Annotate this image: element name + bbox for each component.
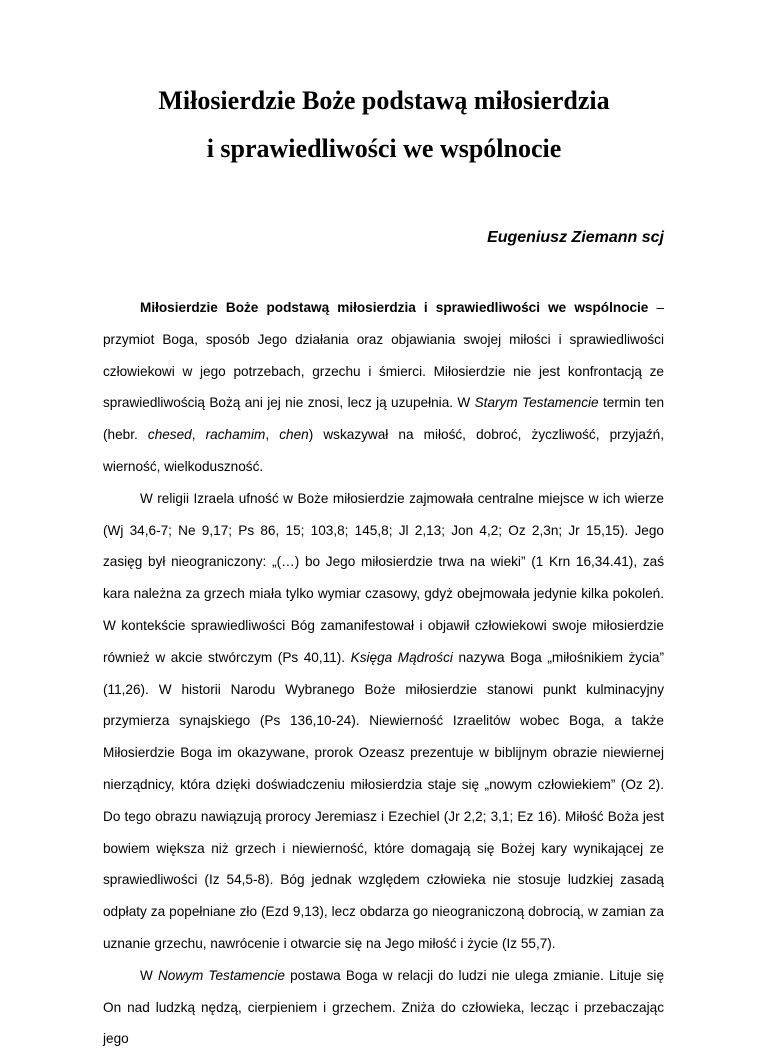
paragraph-2-text-2: nazywa Boga „miłośnikiem życia” (11,26). W historii Narodu Wybranego Boże miłosierdzie stanowi punkt kulminacyjny przymierza synajskiego (Ps 136,10-24). Niewierność Izraelitów wobec Boga, a także Miłosierdzie Boga im okazywane, prorok Ozeasz prezentuje w biblijnym obrazie niewiernej nierządnicy, która dzięki doświadczeniu miłosierdzia staje się „nowym człowiekiem” (Oz 2). Do tego obrazu nawiązują prorocy Jeremiasz i Ezechiel (Jr 2,2; 3,1; Ez 16). Miłość Boża jest bowiem większa niż grzech i niewierność, które domagają się Bożej kary wynikającej ze sprawiedliwości (Iz 54,5-8). Bóg jednak względem człowieka nie stosuje ludzkiej zasadą odpłaty za popełniane zło (Ezd 9,13), lecz obdarza go nieograniczoną dobrocią, w zamian za uznanie grzechu, nawrócenie i otwarcie się na Jego miłość i życie (Iz 55,7).	[103, 649, 664, 951]
paragraph-1-text-2: termin ten (hebr.	[103, 395, 665, 443]
paragraph-1-italic-2: chesed	[147, 427, 192, 443]
paragraph-2-italic-1: Księga Mądrości	[350, 649, 453, 665]
paragraph-2	[103, 483, 664, 960]
paragraph-3	[103, 960, 664, 1055]
paragraph-1	[103, 292, 664, 483]
paragraph-1-italic-1: Starym Testamencie	[474, 395, 599, 411]
paragraph-3-text-2: postawa Boga w relacji do ludzi nie ulega zmianie. Lituje się On nad ludzką nędzą, cierpieniem i grzechem. Zniża do człowieka, lecząc i przebaczając jego	[103, 967, 665, 1047]
author-name: Eugeniusz Ziemann scj	[487, 229, 664, 246]
document-body	[103, 292, 664, 1055]
paragraph-1-text-4: ,	[265, 427, 280, 443]
paragraph-1-italic-4: chen	[279, 427, 309, 443]
paragraph-1-italic-3: rachamim	[205, 427, 266, 443]
paragraph-2-text-1: W religii Izraela ufność w Boże miłosierdzie zajmowała centralne miejsce w ich wierze (Wj 34,6-7; Ne 9,17; Ps 86, 15; 103,8; 145,8; Jl 2,13; Jon 4,2; Oz 2,3n; Jr 15,15). Jego zasięg był nieograniczony: „(…) bo Jego miłosierdzie trwa na wieki” (1 Krn 16,34.41), zaś kara należna za grzech miała tylko wymiar czasowy, gdyż obejmowała jedynie kilka pokoleń. W kontekście sprawiedliwości Bóg zamanifestował i objawił człowiekowi swoje miłosierdzie również w akcie stwórczym (Ps 40,11).	[103, 490, 664, 665]
paragraph-1-text-1: – przymiot Boga, sposób Jego działania oraz objawiania swojej miłości i sprawiedliwości człowiekowi w jego potrzebach, grzechu i śmierci. Miłosierdzie nie jest konfrontacją ze sprawiedliwością Bożą ani jej nie znosi, lecz ją uzupełnia. W	[103, 300, 665, 411]
paragraph-1-text-3: ,	[191, 427, 206, 443]
paragraph-3-text-1: W	[140, 967, 158, 983]
paragraph-1-text-5: ) wskazywał na miłość, dobroć, życzliwość, przyjaźń, wierność, wielkoduszność.	[103, 427, 665, 474]
paragraph-1-lead: Miłosierdzie Boże podstawą miłosierdzia i sprawiedliwości we wspólnocie	[140, 300, 649, 315]
document-title-line-2: i sprawiedliwości we wspólnocie	[206, 134, 562, 163]
document-title-line-1: Miłosierdzie Boże podstawą miłosierdzia	[158, 86, 610, 115]
paragraph-3-italic-1: Nowym Testamencie	[157, 967, 285, 983]
